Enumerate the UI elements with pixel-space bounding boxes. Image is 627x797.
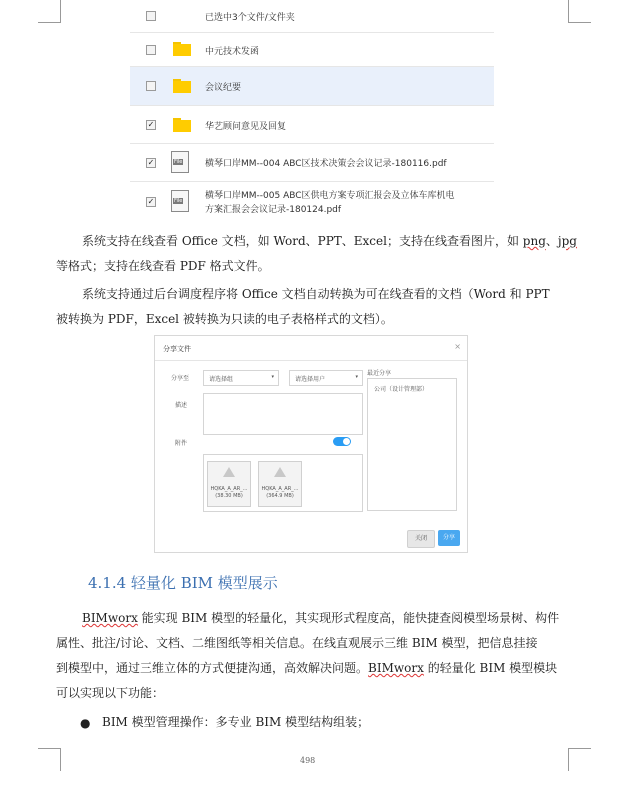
list-item[interactable] bbox=[130, 182, 494, 219]
close-icon[interactable]: × bbox=[454, 342, 461, 351]
chevron-down-icon: ▾ bbox=[271, 374, 274, 380]
share-to-label: 分享至 bbox=[171, 375, 190, 382]
item-name: 会议纪要 bbox=[205, 83, 242, 93]
item-name-line1: 横琴口岸MM--005 ABC区供电方案专项汇报会及立体车库机电 bbox=[205, 191, 455, 201]
pdf-file-icon: File bbox=[171, 190, 189, 212]
section-body-line-1: BIMworx 能实现 BIM 模型的轻量化，其实现形式程度高，能快捷查阅模型场景树、构件 bbox=[82, 611, 560, 625]
attachment-file[interactable]: HQKA_A_AR_... (38.30 MB) bbox=[207, 461, 251, 507]
selection-count-text: 已选中3个文件/文件夹 bbox=[205, 13, 295, 23]
paragraph-2-line-2: 被转换为 PDF，Excel 被转换为只读的电子表格样式的文档）。 bbox=[56, 312, 393, 326]
attachment-file[interactable]: HQKA_A_AR_... (364.9 MB) bbox=[258, 461, 302, 507]
description-textarea[interactable] bbox=[203, 393, 363, 435]
list-item[interactable] bbox=[130, 106, 494, 144]
list-item[interactable] bbox=[130, 67, 494, 106]
crop-mark-bottom-left bbox=[38, 748, 61, 771]
dialog-header bbox=[155, 336, 467, 361]
chevron-down-icon: ▾ bbox=[355, 374, 358, 380]
item-name: 中元技术发函 bbox=[205, 47, 260, 57]
crop-mark-top-right bbox=[568, 0, 591, 23]
bullet-icon: ● bbox=[80, 716, 91, 730]
item-name: 横琴口岸MM--004 ABC区技术决策会会议记录-180116.pdf bbox=[205, 159, 447, 169]
list-item[interactable] bbox=[130, 144, 494, 182]
list-item[interactable] bbox=[130, 33, 494, 67]
close-button[interactable]: 关闭 bbox=[407, 530, 435, 548]
recent-share-label: 最近分享 bbox=[367, 370, 392, 377]
section-heading: 4.1.4 轻量化 BIM 模型展示 bbox=[88, 574, 278, 592]
group-select[interactable]: 请选择组 ▾ bbox=[203, 370, 279, 386]
file-thumbnail-icon bbox=[274, 467, 286, 477]
file-list-header bbox=[130, 0, 494, 33]
select-all-checkbox[interactable] bbox=[146, 11, 156, 21]
bullet-item-1: BIM 模型管理操作：多专业 BIM 模型结构组装； bbox=[102, 715, 370, 729]
item-name: 华艺顾问意见及回复 bbox=[205, 122, 287, 132]
file-thumbnail-icon bbox=[223, 467, 235, 477]
item-checkbox[interactable] bbox=[146, 81, 156, 91]
item-checkbox[interactable] bbox=[146, 45, 156, 55]
share-button[interactable]: 分享 bbox=[438, 530, 460, 546]
paragraph-1-line-1: 系统支持在线查看 Office 文档，如 Word、PPT、Excel；支持在线查看图片，如 png、jpg bbox=[82, 234, 577, 248]
section-body-line-3: 到模型中，通过三维立体的方式便捷沟通，高效解决问题。BIMworx 的轻量化 BIM 模型模块 bbox=[56, 661, 558, 675]
dialog-title: 分享文件 bbox=[163, 345, 191, 353]
pdf-file-icon: File bbox=[171, 151, 189, 173]
attachment-label: 附件 bbox=[175, 440, 188, 447]
page-number: 498 bbox=[300, 756, 316, 765]
folder-icon bbox=[173, 118, 191, 132]
file-list bbox=[130, 0, 494, 219]
section-body-line-2: 属性、批注/讨论、文档、二维图纸等相关信息。在线直观展示三维 BIM 模型，把信息挂接 bbox=[56, 636, 538, 650]
item-checkbox[interactable]: ✓ bbox=[147, 120, 155, 129]
section-body-line-4: 可以实现以下功能： bbox=[56, 686, 165, 700]
description-label: 描述 bbox=[175, 402, 188, 409]
attachment-toggle[interactable] bbox=[333, 437, 351, 446]
recent-share-item[interactable]: 公司（设计管理部） bbox=[374, 386, 429, 393]
crop-mark-top-left bbox=[38, 0, 61, 23]
item-checkbox[interactable]: ✓ bbox=[147, 197, 155, 206]
share-file-dialog bbox=[154, 335, 468, 553]
recent-share-list bbox=[367, 378, 457, 511]
item-name-line2: 方案汇报会会议记录-180124.pdf bbox=[205, 205, 342, 215]
paragraph-2-line-1: 系统支持通过后台调度程序将 Office 文档自动转换为可在线查看的文档（Word 和 PPT bbox=[82, 287, 550, 301]
folder-icon bbox=[173, 42, 191, 56]
crop-mark-bottom-right bbox=[568, 748, 591, 771]
user-select[interactable]: 请选择用户 ▾ bbox=[289, 370, 363, 386]
paragraph-1-line-2: 等格式；支持在线查看 PDF 格式文件。 bbox=[56, 259, 270, 273]
folder-icon bbox=[173, 79, 191, 93]
item-checkbox[interactable]: ✓ bbox=[147, 158, 155, 167]
